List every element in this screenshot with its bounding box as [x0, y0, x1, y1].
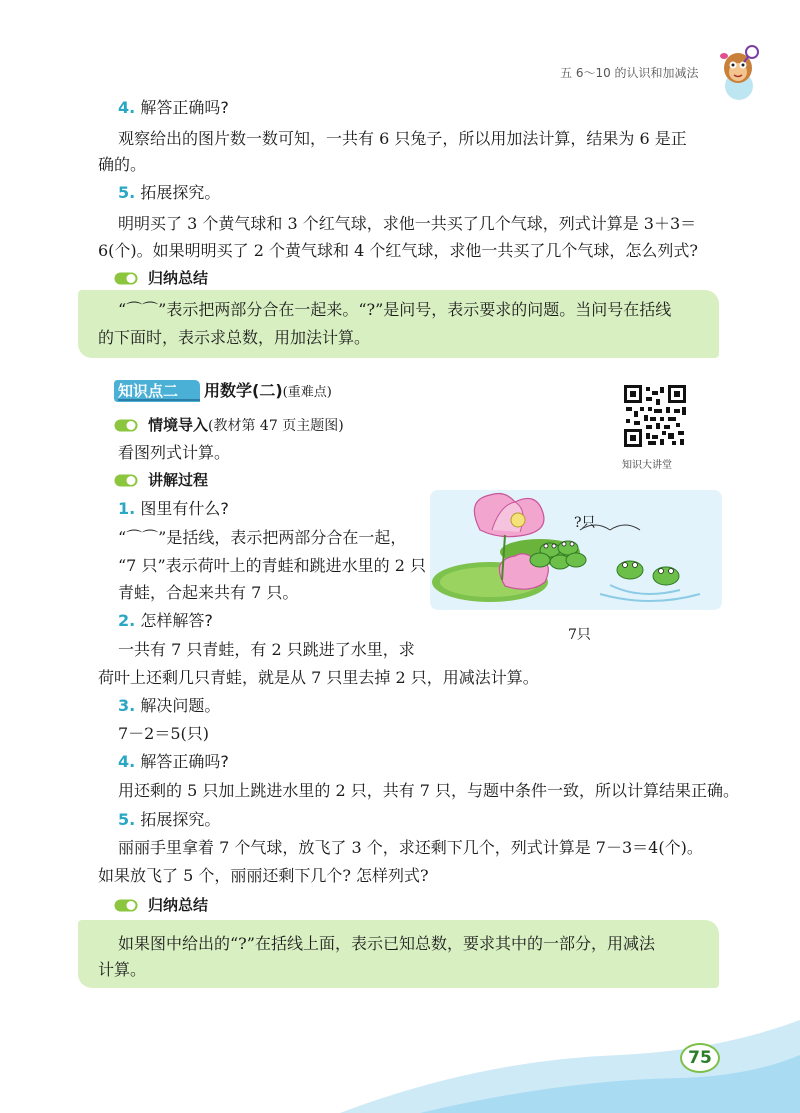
q2-body-line-2: 荷叶上还剩几只青蛙，就是从 7 只里去掉 2 只，用减法计算。: [98, 668, 539, 687]
qr-code-icon: [624, 385, 686, 447]
q3-heading: 3. 解决问题。: [118, 696, 221, 715]
summary-label-1: 归纳总结: [148, 269, 209, 287]
q5b-body-line-1: 丽丽手里拿着 7 个气球，放飞了 3 个，求还剩下几个，列式计算是 7－3＝4(个)。: [118, 838, 703, 857]
mascot-icon: [712, 42, 766, 100]
pill-icon: [114, 272, 138, 285]
q5-body-line-1: 明明买了 3 个黄气球和 3 个红气球，求他一共买了几个气球，列式计算是 3＋3＝: [118, 214, 697, 233]
summary-label-2: 归纳总结: [148, 896, 209, 914]
illustration-total-label: 7只: [568, 627, 591, 643]
q4-body-line-2: 确的。: [98, 155, 147, 174]
qr-code-label: 知识大讲堂: [622, 460, 672, 471]
summary-1-line-2: 的下面时，表示求总数，用加法计算。: [98, 328, 371, 347]
summary-box-1: [78, 290, 719, 358]
q4-heading: 4. 解答正确吗?: [118, 98, 229, 117]
summary-1-line-1: “⌒⌒”表示把两部分合在一起来。“?”是问号，表示要求的问题。当问号在括线: [118, 300, 672, 319]
process-label: 讲解过程: [148, 471, 209, 489]
summary-2-line-1: 如果图中给出的“?”在括线上面，表示已知总数，要求其中的一部分，用减法: [118, 934, 655, 953]
pill-icon: [114, 419, 138, 432]
summary-box-2: [78, 920, 719, 988]
q2-body-line-1: 一共有 7 只青蛙，有 2 只跳进了水里，求: [118, 640, 415, 659]
q2-heading: 2. 怎样解答?: [118, 611, 213, 630]
page-number: 75: [688, 1048, 712, 1068]
pill-icon: [114, 899, 138, 912]
intro-label: 情境导入(教材第 47 页主题图): [148, 416, 344, 434]
q1-heading: 1. 图里有什么?: [118, 499, 229, 518]
q5b-heading: 5. 拓展探究。: [118, 810, 221, 829]
summary-2-line-2: 计算。: [98, 960, 147, 979]
q1-body-line-1: “⌒⌒”是括线，表示把两部分合在一起，: [118, 528, 407, 547]
q4-body-line-1: 观察给出的图片数一数可知，一共有 6 只兔子，所以用加法计算，结果为 6 是正: [118, 129, 687, 148]
intro-text: 看图列式计算。: [118, 443, 231, 462]
illustration-question-label: ?只: [574, 515, 596, 531]
knowledge-point-badge: 知识点二: [118, 382, 179, 400]
lotus-frogs-illustration: [430, 490, 722, 610]
q5b-body-line-2: 如果放飞了 5 个，丽丽还剩下几个? 怎样列式?: [98, 866, 429, 885]
q4b-body: 用还剩的 5 只加上跳进水里的 2 只，共有 7 只，与题中条件一致，所以计算结果正确。: [118, 781, 740, 800]
q4b-heading: 4. 解答正确吗?: [118, 752, 229, 771]
q3-body: 7－2＝5(只): [118, 724, 210, 743]
knowledge-point-title: 用数学(二)(重难点): [204, 381, 332, 400]
q1-body-line-3: 青蛙，合起来共有 7 只。: [118, 583, 299, 602]
pill-icon: [114, 474, 138, 487]
q5-heading: 5. 拓展探究。: [118, 183, 221, 202]
chapter-header: 五 6～10 的认识和加减法: [560, 66, 699, 80]
q1-body-line-2: “7 只”表示荷叶上的青蛙和跳进水里的 2 只: [118, 556, 426, 575]
q5-body-line-2: 6(个)。如果明明买了 2 个黄气球和 4 个红气球，求他一共买了几个气球，怎么列式?: [98, 241, 698, 260]
